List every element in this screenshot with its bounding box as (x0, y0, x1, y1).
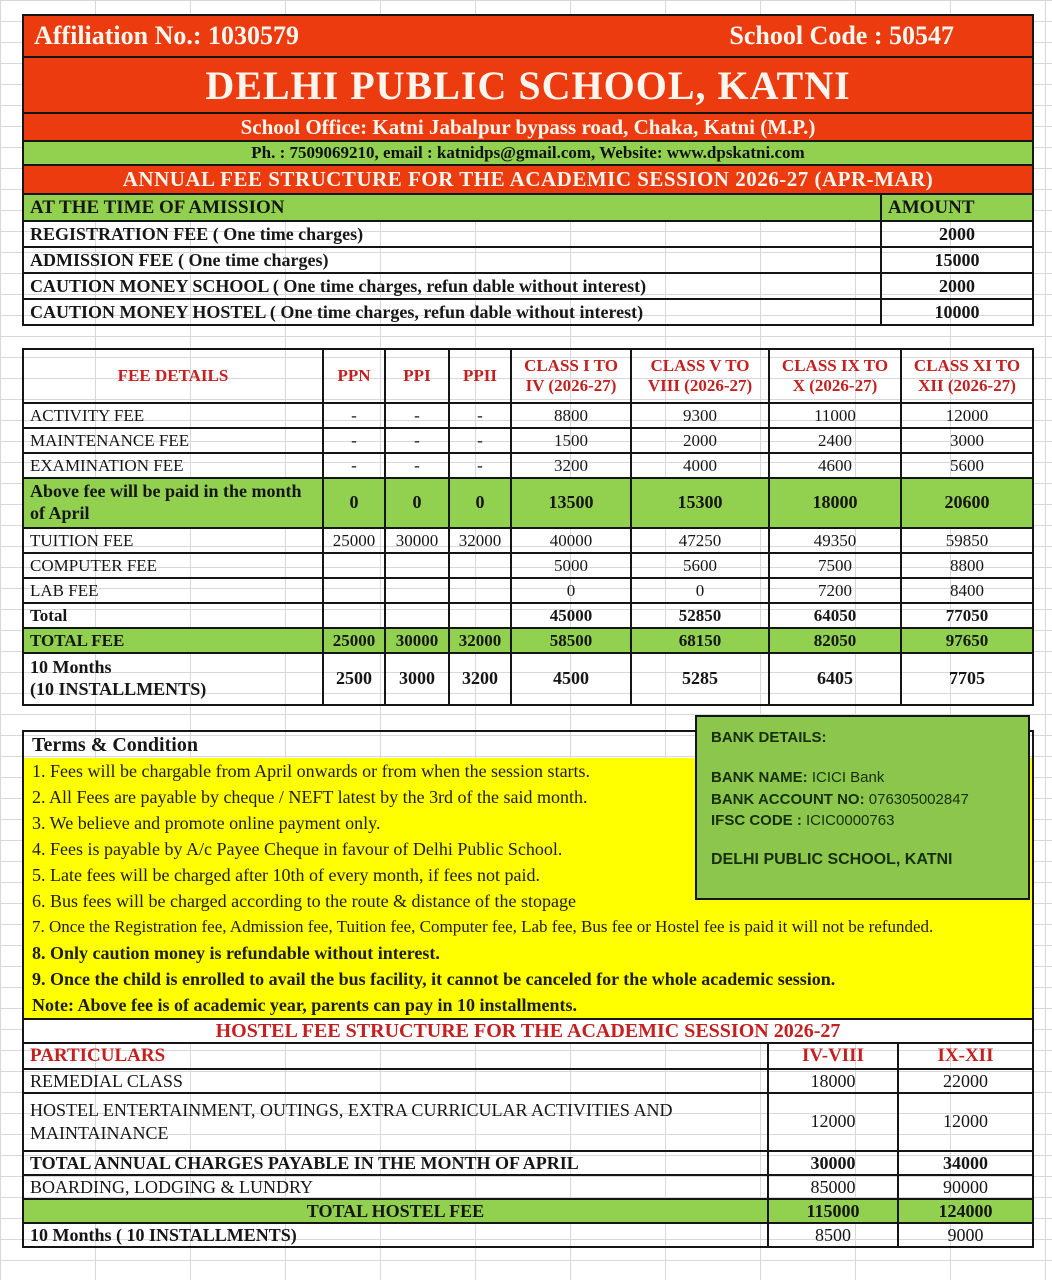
bank-details-box (695, 715, 1030, 900)
fee-cell (385, 578, 449, 603)
hostel-cell: 9000 (898, 1223, 1033, 1247)
terms-note: Note: Above fee is of academic year, parents can pay in 10 installments. (32, 995, 577, 1015)
hostel-installments-row (23, 1223, 1033, 1247)
hostel-cell: 90000 (898, 1175, 1033, 1199)
table-row (23, 528, 1033, 553)
fee-cell: 82050 (769, 628, 901, 653)
bank-ifsc-label: IFSC CODE : (711, 812, 802, 830)
fee-cell: 2000 (631, 428, 769, 453)
fee-cell (323, 578, 385, 603)
school-office-address: School Office: Katni Jabalpur bypass road, Chaka, Katni (M.P.) (240, 114, 816, 139)
fee-cell: 59850 (901, 528, 1033, 553)
hostel-col-header: IX-XII (898, 1043, 1033, 1069)
fee-cell (449, 603, 511, 628)
fee-row-label: MAINTENANCE FEE (23, 428, 323, 453)
fee-cell (323, 603, 385, 628)
fee-cell: 52850 (631, 603, 769, 628)
fee-col-header: CLASS I TO IV (2026-27) (511, 349, 631, 403)
table-row (23, 1069, 1033, 1093)
hostel-cell: 8500 (768, 1223, 898, 1247)
fee-cell: 0 (449, 478, 511, 528)
terms-item: 7. Once the Registration fee, Admission fee, Tuition fee, Computer fee, Lab fee, Bus fee or Hostel fee is paid it will not be refunded. (32, 917, 934, 936)
fee-cell: 0 (385, 478, 449, 528)
hostel-cell: 30000 (768, 1151, 898, 1175)
fee-cell: 64050 (769, 603, 901, 628)
fee-cell: 30000 (385, 528, 449, 553)
hostel-cell: 34000 (898, 1151, 1033, 1175)
hostel-cell: 124000 (898, 1199, 1033, 1223)
fee-cell: 58500 (511, 628, 631, 653)
total-fee-row (23, 628, 1033, 653)
fee-cell: 3000 (385, 653, 449, 705)
fee-cell: 1500 (511, 428, 631, 453)
fee-cell: 18000 (769, 478, 901, 528)
fee-cell: 49350 (769, 528, 901, 553)
fee-cell (385, 553, 449, 578)
admission-row-label: REGISTRATION FEE ( One time charges) (23, 221, 881, 247)
fee-cell: - (449, 428, 511, 453)
hostel-row-label: TOTAL HOSTEL FEE (23, 1199, 768, 1223)
bank-ifsc-line (711, 810, 1014, 832)
table-row (23, 553, 1033, 578)
fee-cell: 4600 (769, 453, 901, 478)
fee-row-label: TOTAL FEE (23, 628, 323, 653)
bank-name-value: ICICI Bank (807, 768, 885, 786)
fee-cell: 11000 (769, 403, 901, 428)
hostel-col-header: PARTICULARS (23, 1043, 768, 1069)
hostel-cell: 85000 (768, 1175, 898, 1199)
hostel-section-title: HOSTEL FEE STRUCTURE FOR THE ACADEMIC SESSION 2026-27 (22, 1018, 1034, 1044)
table-row (23, 453, 1033, 478)
fee-cell: 3200 (449, 653, 511, 705)
terms-item: 1. Fees will be chargable from April onwards or from when the session starts. (32, 761, 591, 781)
admission-fee-table (22, 193, 1034, 326)
hostel-cell: 22000 (898, 1069, 1033, 1093)
fee-cell: 32000 (449, 528, 511, 553)
fee-table-header-row (23, 349, 1033, 403)
fee-cell: 7705 (901, 653, 1033, 705)
fee-cell: 0 (323, 478, 385, 528)
fee-cell: 13500 (511, 478, 631, 528)
installments-label-line1: 10 Months (30, 657, 112, 678)
hostel-col-header: IV-VIII (768, 1043, 898, 1069)
hostel-cell: 12000 (898, 1093, 1033, 1151)
affiliation-number: Affiliation No.: 1030579 (34, 21, 300, 50)
fee-col-header: CLASS XI TO XII (2026-27) (901, 349, 1033, 403)
hostel-row-label: 10 Months ( 10 INSTALLMENTS) (23, 1223, 768, 1247)
terms-item: 4. Fees is payable by A/c Payee Cheque in favour of Delhi Public School. (32, 839, 563, 859)
school-name: DELHI PUBLIC SCHOOL, KATNI (205, 62, 851, 108)
table-row (23, 428, 1033, 453)
table-row (23, 578, 1033, 603)
session-title-band (22, 164, 1034, 195)
fee-structure-document (22, 14, 1034, 1248)
admission-header-amount: AMOUNT (881, 194, 1033, 221)
admission-row-amount: 2000 (881, 273, 1033, 299)
hostel-row-label: HOSTEL ENTERTAINMENT, OUTINGS, EXTRA CURRICULAR ACTIVITIES AND MAINTAINANCE (23, 1093, 768, 1151)
fee-cell: 5285 (631, 653, 769, 705)
fee-cell: 2400 (769, 428, 901, 453)
fee-col-header: CLASS IX TO X (2026-27) (769, 349, 901, 403)
hostel-cell: 115000 (768, 1199, 898, 1223)
fee-cell: 8400 (901, 578, 1033, 603)
fee-cell: 25000 (323, 528, 385, 553)
fee-row-label: ACTIVITY FEE (23, 403, 323, 428)
terms-item: 3. We believe and promote online payment only. (32, 813, 381, 833)
hostel-total-annual-row (23, 1151, 1033, 1175)
school-office-band (22, 112, 1034, 142)
fee-cell (449, 553, 511, 578)
fee-col-header: PPII (449, 349, 511, 403)
school-code: School Code : 50547 (729, 21, 954, 50)
subtotal-row (23, 603, 1033, 628)
fee-cell: 6405 (769, 653, 901, 705)
hostel-total-row (23, 1199, 1033, 1223)
fee-cell: - (385, 428, 449, 453)
terms-item: 8. Only caution money is refundable without interest. (32, 943, 440, 963)
fee-cell: 4500 (511, 653, 631, 705)
fee-row-label: COMPUTER FEE (23, 553, 323, 578)
bank-account-label: BANK ACCOUNT NO: (711, 790, 865, 808)
hostel-header-row (23, 1043, 1033, 1069)
fee-col-header: PPN (323, 349, 385, 403)
fee-cell: 5600 (631, 553, 769, 578)
session-title: ANNUAL FEE STRUCTURE FOR THE ACADEMIC SESSION 2026-27 (APR-MAR) (122, 167, 934, 191)
admission-row-label: CAUTION MONEY SCHOOL ( One time charges, refun dable without interest) (23, 273, 881, 299)
bank-name-label: BANK NAME: (711, 768, 808, 786)
terms-item: 9. Once the child is enrolled to avail the bus facility, it cannot be canceled for the whole academic session. (32, 969, 836, 989)
installments-row (23, 653, 1033, 705)
class-fee-table (22, 348, 1034, 706)
table-row (23, 247, 1033, 273)
table-row (23, 273, 1033, 299)
fee-cell: 47250 (631, 528, 769, 553)
admission-row-amount: 2000 (881, 221, 1033, 247)
spacer (22, 326, 1034, 350)
admission-row-amount: 10000 (881, 299, 1033, 325)
fee-cell: 5000 (511, 553, 631, 578)
bank-details-title: BANK DETAILS: (711, 729, 827, 746)
fee-cell: 0 (631, 578, 769, 603)
hostel-cell: 18000 (768, 1069, 898, 1093)
school-name-band (22, 56, 1034, 114)
fee-cell: 2500 (323, 653, 385, 705)
admission-row-label: ADMISSION FEE ( One time charges) (23, 247, 881, 273)
hostel-cell: 12000 (768, 1093, 898, 1151)
fee-cell: - (449, 453, 511, 478)
fee-row-label: LAB FEE (23, 578, 323, 603)
admission-header-row (23, 194, 1033, 221)
fee-cell: 3000 (901, 428, 1033, 453)
fee-cell: 77050 (901, 603, 1033, 628)
bank-account-value: 076305002847 (864, 790, 969, 808)
terms-title: Terms & Condition (32, 733, 198, 756)
fee-cell: 68150 (631, 628, 769, 653)
fee-cell: - (449, 403, 511, 428)
fee-cell: 32000 (449, 628, 511, 653)
bank-name-line (711, 767, 1014, 789)
fee-cell: 9300 (631, 403, 769, 428)
contact-band (22, 140, 1034, 166)
fee-cell: - (323, 403, 385, 428)
april-payment-row (23, 478, 1033, 528)
fee-row-label: Total (23, 603, 323, 628)
hostel-row-label: TOTAL ANNUAL CHARGES PAYABLE IN THE MONTH OF APRIL (23, 1151, 768, 1175)
fee-cell: 4000 (631, 453, 769, 478)
fee-cell: 45000 (511, 603, 631, 628)
admission-row-label: CAUTION MONEY HOSTEL ( One time charges, refun dable without interest) (23, 299, 881, 325)
fee-cell: 8800 (511, 403, 631, 428)
admission-header-label: AT THE TIME OF AMISSION (23, 194, 881, 221)
fee-row-label: EXAMINATION FEE (23, 453, 323, 478)
fee-col-header: CLASS V TO VIII (2026-27) (631, 349, 769, 403)
fee-cell (385, 603, 449, 628)
table-row (23, 1093, 1033, 1151)
fee-cell: 7200 (769, 578, 901, 603)
fee-cell: 97650 (901, 628, 1033, 653)
fee-cell: - (385, 403, 449, 428)
terms-section (22, 730, 1034, 1020)
hostel-row-label: REMEDIAL CLASS (23, 1069, 768, 1093)
installments-label-line2: (10 INSTALLMENTS) (30, 679, 207, 699)
terms-item: 5. Late fees will be charged after 10th of every month, if fees not paid. (32, 865, 540, 885)
fee-cell: 0 (511, 578, 631, 603)
terms-item: 2. All Fees are payable by cheque / NEFT latest by the 3rd of the said month. (32, 787, 588, 807)
fee-cell: 3200 (511, 453, 631, 478)
fee-cell: 25000 (323, 628, 385, 653)
header-affiliation-band (22, 14, 1034, 58)
terms-item: 6. Bus fees will be charged according to the route & distance of the stopage (32, 891, 576, 911)
fee-cell: 40000 (511, 528, 631, 553)
fee-row-label: TUITION FEE (23, 528, 323, 553)
table-row (23, 299, 1033, 325)
fee-cell: - (323, 428, 385, 453)
contact-line: Ph. : 7509069210, email : katnidps@gmail.com, Website: www.dpskatni.com (251, 143, 805, 162)
fee-col-header: PPI (385, 349, 449, 403)
fee-cell: - (323, 453, 385, 478)
fee-cell: - (385, 453, 449, 478)
fee-cell: 12000 (901, 403, 1033, 428)
fee-cell: 30000 (385, 628, 449, 653)
hostel-fee-table (22, 1042, 1034, 1248)
hostel-row-label: BOARDING, LODGING & LUNDRY (23, 1175, 768, 1199)
fee-row-label: Above fee will be paid in the month of April (23, 478, 323, 528)
fee-row-label (23, 653, 323, 705)
table-row (23, 221, 1033, 247)
fee-cell (323, 553, 385, 578)
bank-school-name: DELHI PUBLIC SCHOOL, KATNI (711, 851, 953, 868)
fee-cell: 5600 (901, 453, 1033, 478)
table-row (23, 403, 1033, 428)
fee-cell: 8800 (901, 553, 1033, 578)
fee-cell: 7500 (769, 553, 901, 578)
fee-cell (449, 578, 511, 603)
admission-row-amount: 15000 (881, 247, 1033, 273)
fee-col-header: FEE DETAILS (23, 349, 323, 403)
fee-cell: 15300 (631, 478, 769, 528)
bank-account-line (711, 789, 1014, 811)
bank-ifsc-value: ICIC0000763 (801, 812, 895, 830)
table-row (23, 1175, 1033, 1199)
fee-cell: 20600 (901, 478, 1033, 528)
